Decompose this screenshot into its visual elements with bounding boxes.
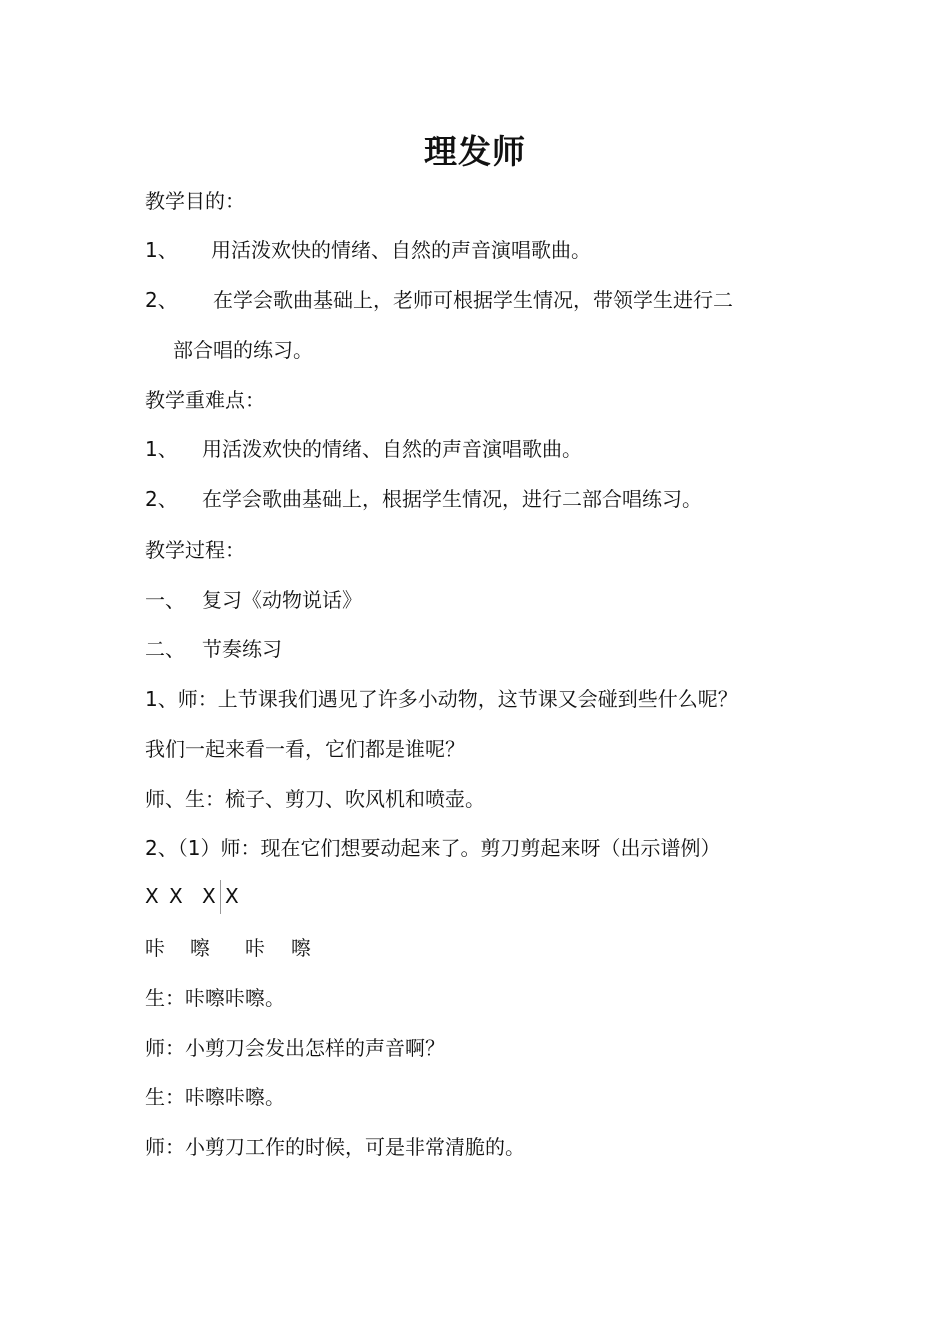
- keypoint-item-1-number: 1、: [145, 437, 178, 461]
- rhythm-notation: [145, 880, 239, 914]
- dialogue-line-1: 生：咔嚓咔嚓。: [145, 986, 285, 1010]
- goal-item-2-number: 2、: [145, 288, 178, 312]
- goal-item-2: [145, 285, 733, 315]
- rhythm-note-1: X: [145, 883, 159, 908]
- dialogue-line-2: 师：小剪刀会发出怎样的声音啊？: [145, 1036, 445, 1060]
- dialogue-line-3: 生：咔嚓咔嚓。: [145, 1085, 285, 1109]
- process-section-1-number: 一、: [145, 588, 185, 612]
- process-paragraph-3: 师、生：梳子、剪刀、吹风机和喷壶。: [145, 787, 485, 811]
- keypoint-item-1-text: 用活泼欢快的情绪、自然的声音演唱歌曲。: [202, 437, 582, 461]
- keypoints-heading: 教学重难点：: [145, 388, 265, 412]
- keypoint-item-2-number: 2、: [145, 487, 178, 511]
- process-section-2: [145, 634, 282, 664]
- rhythm-note-2: X: [169, 883, 183, 908]
- process-paragraph-4: 2、（1）师：现在它们想要动起来了。剪刀剪起来呀（出示谱例）: [145, 836, 721, 860]
- keypoint-item-1: [145, 434, 582, 464]
- goals-heading: 教学目的：: [145, 189, 245, 213]
- goal-item-2-text: 在学会歌曲基础上，老师可根据学生情况，带领学生进行二: [213, 288, 733, 312]
- lyric-2: 嚓: [190, 936, 210, 960]
- dialogue-line-4: 师：小剪刀工作的时候，可是非常清脆的。: [145, 1135, 525, 1159]
- lyric-3: 咔: [245, 936, 265, 960]
- process-section-1-text: 复习《动物说话》: [202, 588, 362, 612]
- keypoint-item-2-text: 在学会歌曲基础上，根据学生情况，进行二部合唱练习。: [202, 487, 702, 511]
- document-title: 理发师: [424, 132, 526, 171]
- rhythm-note-3: X: [202, 883, 216, 908]
- lyric-1: 咔: [145, 936, 165, 960]
- keypoint-item-2: [145, 484, 702, 514]
- goal-item-1: [145, 235, 591, 265]
- process-paragraph-1: 1、师：上节课我们遇见了许多小动物，这节课又会碰到些什么呢？: [145, 687, 738, 711]
- bar-line: [220, 880, 221, 914]
- rhythm-note-4: X: [225, 883, 239, 908]
- process-paragraph-2: 我们一起来看一看，它们都是谁呢？: [145, 737, 465, 761]
- process-heading: 教学过程：: [145, 538, 245, 562]
- lyric-4: 嚓: [291, 936, 311, 960]
- goal-item-2-continuation: 部合唱的练习。: [173, 338, 313, 362]
- process-section-2-text: 节奏练习: [202, 637, 282, 661]
- process-section-2-number: 二、: [145, 637, 185, 661]
- rhythm-lyrics: [145, 933, 311, 963]
- goal-item-1-text: 用活泼欢快的情绪、自然的声音演唱歌曲。: [211, 238, 591, 262]
- process-section-1: [145, 585, 362, 615]
- goal-item-1-number: 1、: [145, 238, 178, 262]
